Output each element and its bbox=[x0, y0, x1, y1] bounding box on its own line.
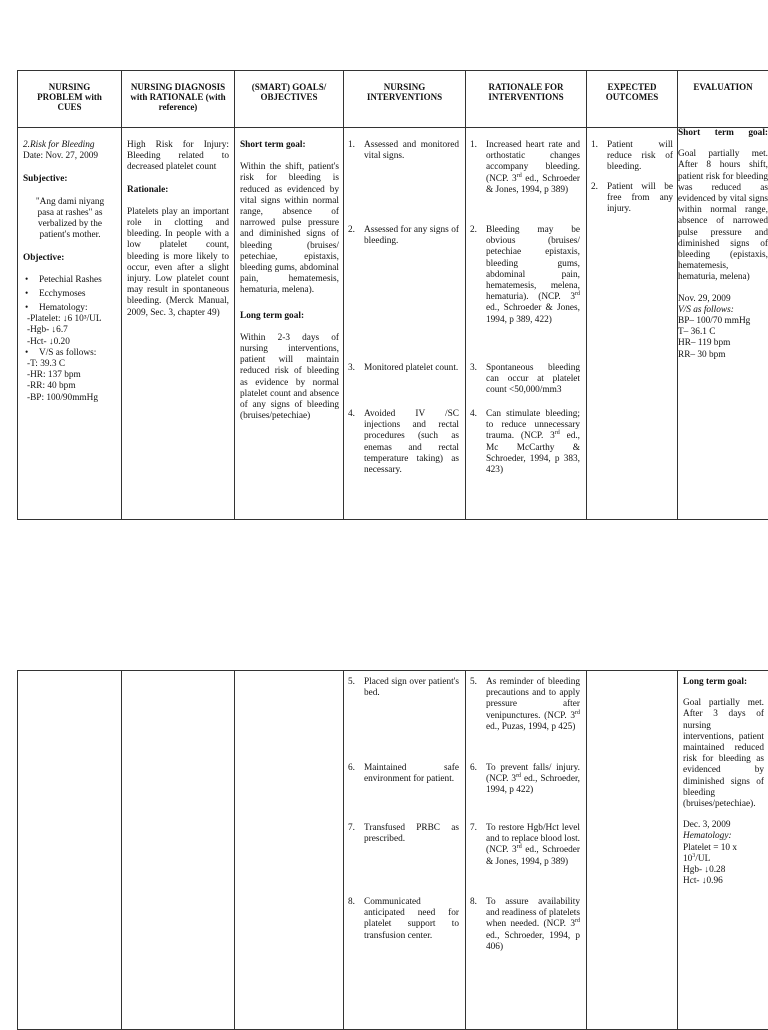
eval-long-text: Goal partially met. After 3 days of nursing interventions, patient maintained reduced risk for bleeding as evidenced by diminished signs of bleeding (bruises/petechiae). bbox=[683, 698, 764, 810]
intervention-item: 6. Maintained safe environment for patient. bbox=[348, 763, 459, 785]
long-goal-label: Long term goal: bbox=[240, 311, 339, 322]
vs-bp: -BP: 100/90mmHg bbox=[27, 393, 117, 404]
rationale-item: 8. To assure availability and readiness of platelets when needed. (NCP. 3rd ed., Schroeder, 1994, p 406) bbox=[470, 897, 580, 953]
outcome-item: 1. Patient will reduce risk of bleeding. bbox=[591, 140, 673, 174]
rationale-item: 4. Can stimulate bleeding; to reduce unnecessary trauma. (NCP. 3rd ed., Mc McCarthy & Schroeder, 1994, p 383, 423) bbox=[470, 409, 580, 476]
header-outcomes: EXPECTED OUTCOMES bbox=[587, 71, 678, 128]
goals-cell bbox=[235, 128, 344, 520]
intervention-item: 2. Assessed for any signs of bleeding. bbox=[348, 225, 459, 247]
objective-label: Objective: bbox=[23, 253, 117, 264]
care-plan-table-page2 bbox=[17, 670, 768, 1030]
eval-vs-label: V/S as follows: bbox=[678, 305, 768, 316]
rationale-item: 5. As reminder of bleeding precautions and to apply pressure after venipunctures. (NCP. 3rd ed., Puzas, 1994, p 425) bbox=[470, 677, 580, 733]
eval-vs-hr: HR– 119 bpm bbox=[678, 338, 768, 349]
eval-hema-label: Hematology: bbox=[683, 831, 764, 842]
vs-rr: -RR: 40 bpm bbox=[27, 381, 117, 392]
eval-short-label: Short term goal: bbox=[678, 128, 768, 139]
header-interventions: NURSING INTERVENTIONS bbox=[344, 71, 466, 128]
intervention-item: 3. Monitored platelet count. bbox=[348, 363, 459, 374]
content-row bbox=[18, 128, 768, 520]
rationale-item: 2. Bleeding may be obvious (bruises/ petechiae epistaxis, bleeding gums, abdominal pain, hematemesis, melena, hematuria). (NCP. 3rd ed., Schroeder & Jones, 1994, p 389, 422) bbox=[470, 225, 580, 326]
lab-platelet: -Platelet: ↓6 10³/UL bbox=[27, 314, 117, 325]
rationale-item: 7. To restore Hgb/Hct level and to replace blood lost. (NCP. 3rd ed., Schroeder & Jones, 1994, p 389) bbox=[470, 823, 580, 868]
cue-item: • Hematology: bbox=[23, 303, 117, 314]
rationale-item: 3. Spontaneous bleeding can occur at platelet count <50,000/mm3 bbox=[470, 363, 580, 397]
eval-vs-rr: RR– 30 bpm bbox=[678, 350, 768, 361]
diagnosis-cell bbox=[122, 128, 235, 520]
rationale-cell bbox=[466, 128, 587, 520]
cue-item: • Ecchymoses bbox=[23, 289, 117, 300]
intervention-item: 8. Communicated anticipated need for platelet support to transfusion center. bbox=[348, 897, 459, 942]
diagnosis-cell-empty bbox=[122, 671, 235, 1030]
diagnosis-rationale-text: Platelets play an important role in clotting and bleeding. In people with a low platelet count, bleeding is more likely to occur, even after a slight injury. Low platelet count may result in spontaneous bleeding. (Merck Manual, 2009, Sec. 3, chapter 49) bbox=[127, 207, 229, 319]
eval-long-label: Long term goal: bbox=[683, 677, 764, 688]
goals-cell-empty bbox=[235, 671, 344, 1030]
intervention-item: 1. Assessed and monitored vital signs. bbox=[348, 140, 459, 162]
outcomes-cell-empty bbox=[587, 671, 678, 1030]
intervention-item: 7. Transfused PRBC as prescribed. bbox=[348, 823, 459, 845]
outcomes-cell bbox=[587, 128, 678, 520]
header-diagnosis: NURSING DIAGNOSIS with RATIONALE (with reference) bbox=[122, 71, 235, 128]
header-goals: (SMART) GOALS/ OBJECTIVES bbox=[235, 71, 344, 128]
intervention-item: 5. Placed sign over patient's bed. bbox=[348, 677, 459, 699]
header-rationale: RATIONALE FOR INTERVENTIONS bbox=[466, 71, 587, 128]
short-goal-text: Within the shift, patient's risk for bleeding is reduced as evidenced by vital signs within normal range, absence of narrowed pulse pressure and diminished signs of bleeding (bruises/ petechiae, epistaxis, bleeding gums, abdominal pain, hematemesis, hematuria, melena). bbox=[240, 162, 339, 296]
short-goal-label: Short term goal: bbox=[240, 140, 339, 151]
subjective-quote: "Ang dami niyang pasa at rashes" as verbalized by the patient's mother. bbox=[23, 197, 117, 242]
problem-cell bbox=[18, 128, 122, 520]
evaluation-cell bbox=[678, 671, 768, 1030]
interventions-cell bbox=[344, 128, 466, 520]
long-goal-text: Within 2-3 days of nursing interventions, patient will maintain reduced risk of bleeding as evidence by normal platelet count and absence of any signs of bleeding (bruises/petechiae) bbox=[240, 333, 339, 423]
vs-temp: -T: 39.3 C bbox=[27, 359, 117, 370]
lab-hct: -Hct- ↓0.20 bbox=[27, 337, 117, 348]
eval-lab-hgb: Hgb- ↓0.28 bbox=[683, 865, 764, 876]
rationale-item: 6. To prevent falls/ injury.(NCP. 3rd ed., Schroeder, 1994, p 422) bbox=[470, 763, 580, 797]
vs-hr: -HR: 137 bpm bbox=[27, 370, 117, 381]
diagnosis-rationale-label: Rationale: bbox=[127, 185, 229, 196]
intervention-item: 4. Avoided IV /SC injections and rectal procedures (such as enemas and rectal temperature taking) as necessary. bbox=[348, 409, 459, 476]
header-problem: NURSING PROBLEM with CUES bbox=[18, 71, 122, 128]
eval-date: Dec. 3, 2009 bbox=[683, 820, 764, 831]
eval-vs-t: T– 36.1 C bbox=[678, 327, 768, 338]
cue-item: • Petechial Rashes bbox=[23, 275, 117, 286]
problem-title: 2.Risk for Bleeding bbox=[23, 140, 117, 151]
subjective-label: Subjective: bbox=[23, 174, 117, 185]
evaluation-cell bbox=[678, 128, 768, 520]
outcome-item: 2. Patient will be free from any injury. bbox=[591, 182, 673, 216]
diagnosis-statement: High Risk for Injury: Bleeding related to decreased platelet count bbox=[127, 140, 229, 174]
eval-lab-hct: Hct- ↓0.96 bbox=[683, 876, 764, 887]
problem-cell-empty bbox=[18, 671, 122, 1030]
content-row bbox=[18, 671, 768, 1030]
header-evaluation: EVALUATION bbox=[678, 71, 768, 128]
interventions-cell bbox=[344, 671, 466, 1030]
eval-short-text: Goal partially met. After 8 hours shift, patient risk for bleeding was reduced as evidenced by vital signs within normal range, absence of narrowed pulse pressure and diminished signs of bleeding (epistaxis, hematemesis, hematuria, melena) bbox=[678, 149, 768, 283]
eval-date: Nov. 29, 2009 bbox=[678, 294, 768, 305]
eval-lab-platelet: Platelet = 10 x $10^3/UL$ bbox=[683, 843, 764, 865]
rationale-cell bbox=[466, 671, 587, 1030]
care-plan-table-page1 bbox=[17, 70, 768, 520]
lab-hgb: -Hgb- ↓6.7 bbox=[27, 325, 117, 336]
eval-vs-bp: BP– 100/70 mmHg bbox=[678, 316, 768, 327]
rationale-item: 1. Increased heart rate and orthostatic changes accompany bleeding. (NCP. 3rd ed., Schroeder & Jones, 1994, p 389) bbox=[470, 140, 580, 196]
header-row bbox=[18, 71, 768, 128]
problem-date: Date: Nov. 27, 2009 bbox=[23, 151, 117, 162]
vs-label: • V/S as follows: bbox=[23, 348, 117, 359]
